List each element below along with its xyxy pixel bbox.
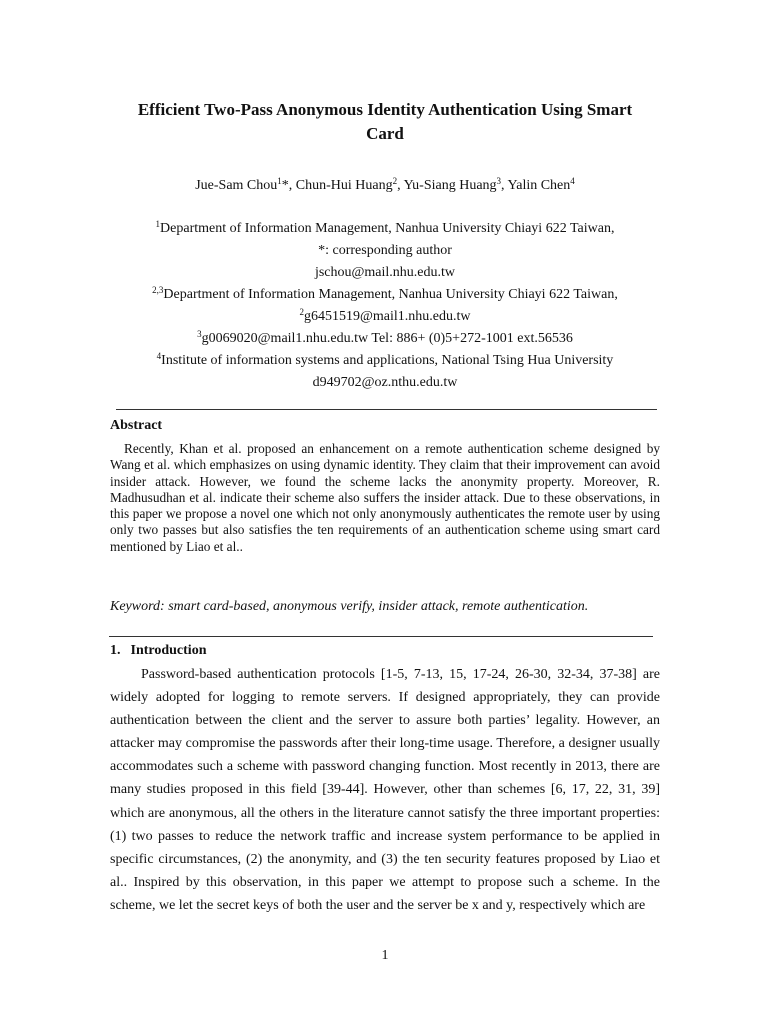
page-number: 1 bbox=[381, 948, 389, 963]
section-number: 1. bbox=[110, 643, 121, 658]
affiliation-sup: 4 bbox=[156, 351, 162, 361]
author-sep: , bbox=[397, 178, 404, 193]
author-sup: 4 bbox=[570, 176, 575, 186]
affiliation-text: Department of Information Management, Nanhua University Chiayi 622 Taiwan, bbox=[163, 287, 618, 302]
affiliation-text: Institute of information systems and applications, National Tsing Hua University bbox=[161, 353, 614, 368]
affiliation-sup: 3 bbox=[197, 329, 202, 339]
divider-top bbox=[116, 409, 657, 410]
author-sep: *, bbox=[281, 178, 296, 193]
introduction-body: Password-based authentication protocols [1-5, 7-13, 15, 17-24, 26-30, 32-34, 37-38] are widely adopted for logging to remote servers. If designed appropriately, they can provide authentication between the client and the server to assure both parties’ legality. However, an attacker may compromise the passwords after their long-time usage. Therefore, a designer usually accommodates such a scheme with password changing function. Most recently in 2013, there are many studies proposed in this field [39-44]. However, other than schemes [6, 17, 22, 31, 39] which are anonymous, all the others in the literature cannot satisfy the three important properties: (1) two passes to reduce the network traffic and increase system performance to be applied in specific circumstances, (2) the anonymity, and (3) the ten security features proposed by Liao et al.. Inspired by this observation, in this paper we attempt to propose such a scheme. In the scheme, we let the secret keys of both the user and the server be x and y, respectively which are bbox=[110, 667, 660, 913]
author-name: Chun-Hui Huang bbox=[295, 178, 393, 193]
corresponding-author-note: *: corresponding author bbox=[318, 243, 452, 258]
section-title: Introduction bbox=[130, 643, 207, 658]
author-name: Jue-Sam Chou bbox=[195, 178, 278, 193]
author-sup: 3 bbox=[496, 176, 502, 186]
abstract-body: Recently, Khan et al. proposed an enhancement on a remote authentication scheme designed by Wang et al. which emphasizes on using dynamic identity. They claim that their improvement can avoid insider attack. However, we found the scheme lacks the anonymity property. Moreover, R. Madhusudhan et al. indicate their scheme also suffers the insider attack. Due to these observations, in this paper we propose a novel one which not only anonymously authenticates the remote user by using only two passes but also satisfies the ten requirements of an authentication scheme using smart card mentioned by Liao et al.. bbox=[110, 441, 660, 554]
email-2 bbox=[100, 307, 670, 327]
affiliation-sup: 2,3 bbox=[152, 285, 164, 295]
affiliation-2-3 bbox=[100, 285, 670, 305]
affiliation-sup: 1 bbox=[155, 219, 161, 229]
email-text: g6451519@mail1.nhu.edu.tw bbox=[304, 309, 471, 324]
abstract-heading: Abstract bbox=[110, 418, 163, 433]
affiliation-4 bbox=[100, 351, 670, 371]
paper-title bbox=[100, 98, 670, 146]
affiliation-text: Department of Information Management, Nanhua University Chiayi 622 Taiwan, bbox=[160, 221, 615, 236]
title-line-1: Efficient Two-Pass Anonymous Identity Authentication Using Smart bbox=[137, 100, 633, 119]
author-list bbox=[100, 176, 670, 196]
email-text: g0069020@mail1.nhu.edu.tw Tel: 886+ (0)5+272-1001 ext.56536 bbox=[201, 331, 573, 346]
author-sup: 2 bbox=[392, 176, 398, 186]
author-sep: , bbox=[501, 178, 508, 193]
affiliation-sup: 2 bbox=[299, 307, 304, 317]
author-name: Yu-Siang Huang bbox=[403, 178, 497, 193]
title-line-2: Card bbox=[366, 124, 404, 143]
author-name: Yalin Chen bbox=[507, 178, 571, 193]
author-sup: 1 bbox=[277, 176, 282, 186]
email-1: jschou@mail.nhu.edu.tw bbox=[314, 265, 456, 280]
email-4: d949702@oz.nthu.edu.tw bbox=[312, 375, 458, 390]
email-3-tel bbox=[100, 329, 670, 349]
affiliation-1 bbox=[100, 219, 670, 239]
keywords: Keyword: smart card-based, anonymous verify, insider attack, remote authentication. bbox=[110, 599, 589, 614]
divider-bottom bbox=[109, 636, 653, 637]
section-heading bbox=[110, 643, 206, 659]
